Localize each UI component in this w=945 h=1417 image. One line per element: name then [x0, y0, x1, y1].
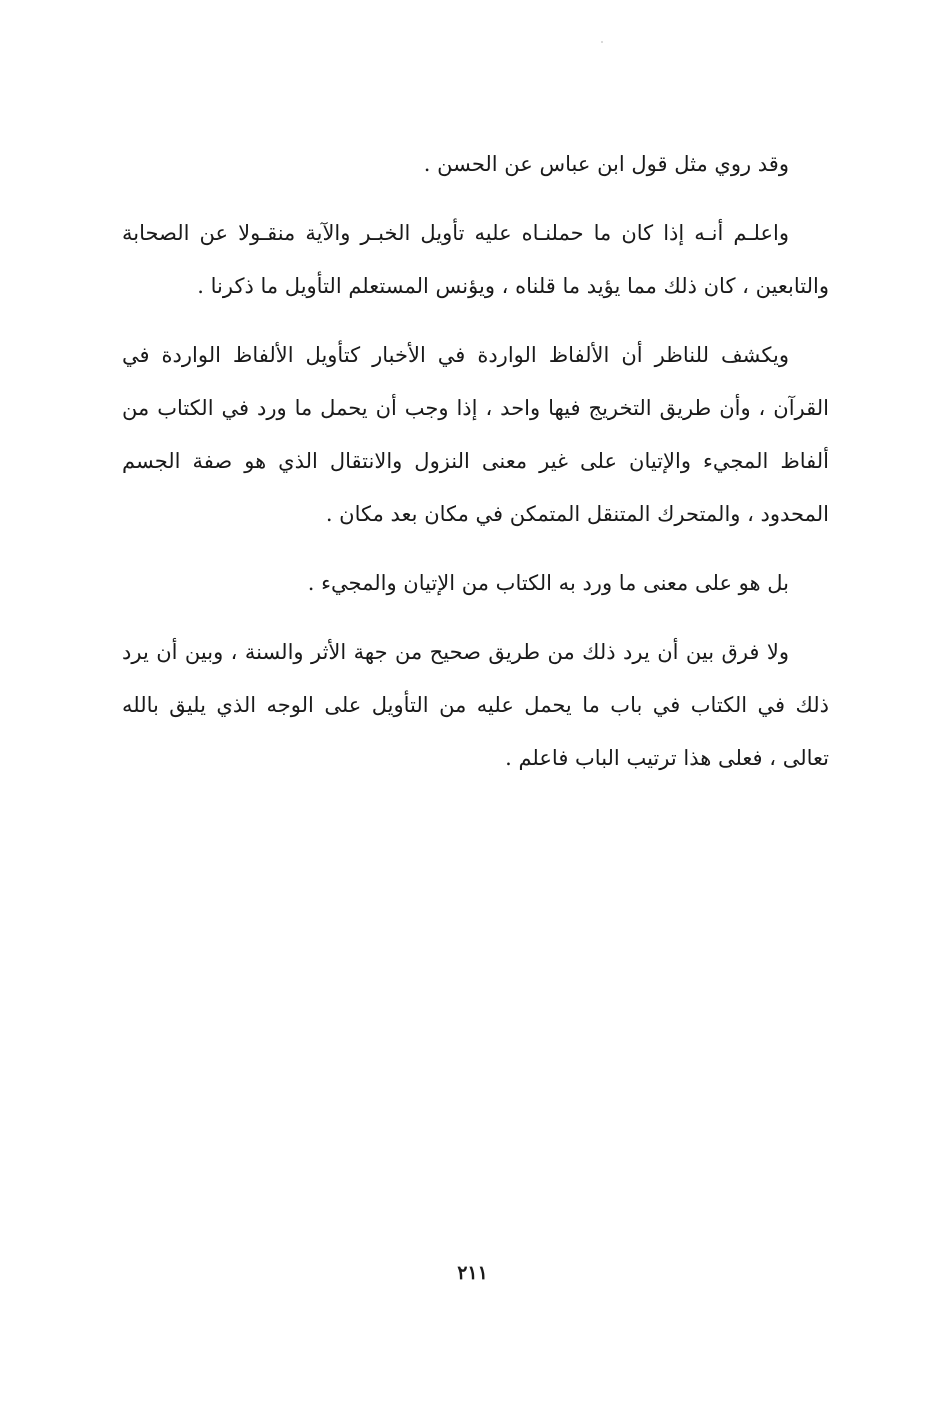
paragraph-3: ويكشف للناظر أن الألفاظ الواردة في الأخبار كتأويل الألفاظ الواردة في القرآن ، وأن طريق التخريج فيها واحد ، إذا وجب أن يحمل ما ورد في الكتاب من ألفاظ المجيء والإتيان على غير معنى النزول والانتقال الذي هو صفة الجسم المحدود ، والمتحرك المتنقل المتمكن في مكان بعد مكان .	[122, 343, 829, 526]
scan-speck	[601, 41, 603, 43]
paragraph-4: بل هو على معنى ما ورد به الكتاب من الإتيان والمجيء .	[307, 571, 789, 595]
paragraph-5: ولا فرق بين أن يرد ذلك من طريق صحيح من جهة الأثر والسنة ، وبين أن يرد ذلك في الكتاب في باب ما يحمل عليه من التأويل على الوجه الذي يليق بالله تعالى ، فعلى هذا ترتيب الباب فاعلم .	[122, 640, 829, 770]
page-number: ٢١١	[457, 1262, 488, 1284]
body-text	[122, 138, 829, 801]
paragraph-1: وقد روي مثل قول ابن عباس عن الحسن .	[423, 152, 789, 176]
paragraph-2: واعلـم أنـه إذا كان ما حملنـاه عليه تأويل الخبـر والآية منقـولا عن الصحابة والتابعين ، كان ذلك مما يؤيد ما قلناه ، ويؤنس المستعلم التأويل ما ذكرنا .	[122, 221, 829, 298]
